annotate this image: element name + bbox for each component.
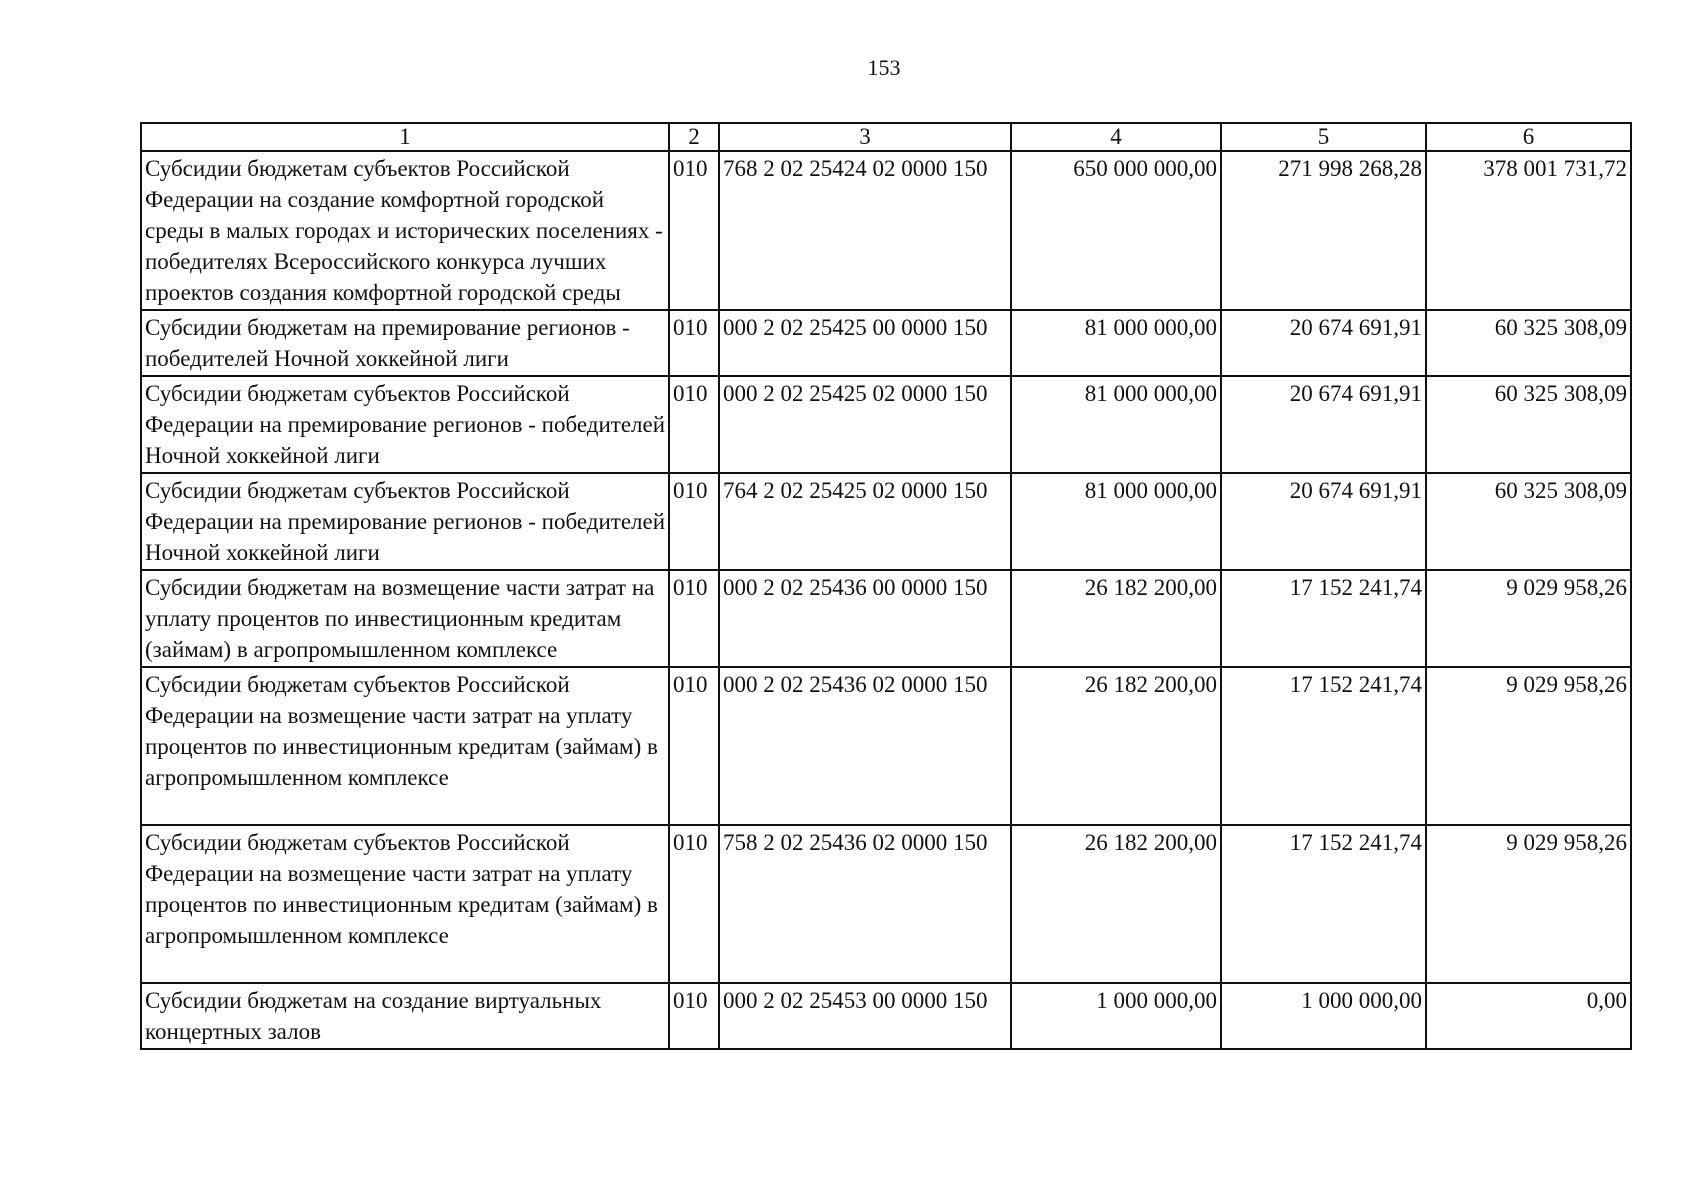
remaining-amount-cell: 9 029 958,26 bbox=[1426, 570, 1631, 667]
budget-code-cell: 000 2 02 25425 00 0000 150 bbox=[719, 310, 1011, 376]
approved-amount-cell: 81 000 000,00 bbox=[1011, 376, 1221, 473]
budget-code-cell: 000 2 02 25436 00 0000 150 bbox=[719, 570, 1011, 667]
remaining-amount-cell: 9 029 958,26 bbox=[1426, 667, 1631, 825]
page-number: 153 bbox=[867, 55, 901, 80]
remaining-amount-cell: 9 029 958,26 bbox=[1426, 825, 1631, 983]
remaining-amount-cell: 378 001 731,72 bbox=[1426, 151, 1631, 310]
remaining-amount-cell: 0,00 bbox=[1426, 983, 1631, 1049]
column-header: 3 bbox=[719, 123, 1011, 151]
executed-amount-cell: 17 152 241,74 bbox=[1221, 667, 1426, 825]
executed-amount-cell: 1 000 000,00 bbox=[1221, 983, 1426, 1049]
executed-amount-cell: 20 674 691,91 bbox=[1221, 473, 1426, 570]
table-header-row bbox=[141, 123, 1631, 151]
table-row bbox=[141, 983, 1631, 1049]
budget-code-cell: 758 2 02 25436 02 0000 150 bbox=[719, 825, 1011, 983]
approved-amount-cell: 26 182 200,00 bbox=[1011, 570, 1221, 667]
line-code-cell: 010 bbox=[669, 473, 719, 570]
approved-amount-cell: 26 182 200,00 bbox=[1011, 667, 1221, 825]
column-header: 5 bbox=[1221, 123, 1426, 151]
line-code-cell: 010 bbox=[669, 983, 719, 1049]
budget-code-cell: 000 2 02 25453 00 0000 150 bbox=[719, 983, 1011, 1049]
income-name-cell: Субсидии бюджетам субъектов Российской Федерации на возмещение части затрат на уплату процентов по инвестиционным кредитам (займам) в агропромышленном комплексе bbox=[141, 825, 669, 983]
remaining-amount-cell: 60 325 308,09 bbox=[1426, 473, 1631, 570]
approved-amount-cell: 1 000 000,00 bbox=[1011, 983, 1221, 1049]
executed-amount-cell: 17 152 241,74 bbox=[1221, 570, 1426, 667]
income-name-cell: Субсидии бюджетам субъектов Российской Федерации на премирование регионов - победителей Ночной хоккейной лиги bbox=[141, 376, 669, 473]
approved-amount-cell: 81 000 000,00 bbox=[1011, 310, 1221, 376]
line-code-cell: 010 bbox=[669, 667, 719, 825]
table-row bbox=[141, 310, 1631, 376]
remaining-amount-cell: 60 325 308,09 bbox=[1426, 310, 1631, 376]
column-header: 6 bbox=[1426, 123, 1631, 151]
table-row bbox=[141, 151, 1631, 310]
executed-amount-cell: 20 674 691,91 bbox=[1221, 310, 1426, 376]
approved-amount-cell: 650 000 000,00 bbox=[1011, 151, 1221, 310]
income-name-cell: Субсидии бюджетам на создание виртуальных концертных залов bbox=[141, 983, 669, 1049]
table-row bbox=[141, 667, 1631, 825]
budget-code-cell: 000 2 02 25436 02 0000 150 bbox=[719, 667, 1011, 825]
income-name-cell: Субсидии бюджетам на возмещение части затрат на уплату процентов по инвестиционным кредитам (займам) в агропромышленном комплексе bbox=[141, 570, 669, 667]
line-code-cell: 010 bbox=[669, 570, 719, 667]
budget-code-cell: 768 2 02 25424 02 0000 150 bbox=[719, 151, 1011, 310]
table-row bbox=[141, 570, 1631, 667]
table-row bbox=[141, 825, 1631, 983]
column-header: 2 bbox=[669, 123, 719, 151]
approved-amount-cell: 26 182 200,00 bbox=[1011, 825, 1221, 983]
budget-code-cell: 764 2 02 25425 02 0000 150 bbox=[719, 473, 1011, 570]
remaining-amount-cell: 60 325 308,09 bbox=[1426, 376, 1631, 473]
income-name-cell: Субсидии бюджетам субъектов Российской Федерации на создание комфортной городской среды в малых городах и исторических поселениях - победителях Всероссийского конкурса лучших проектов создания комфортной городской среды bbox=[141, 151, 669, 310]
table-row bbox=[141, 376, 1631, 473]
budget-code-cell: 000 2 02 25425 02 0000 150 bbox=[719, 376, 1011, 473]
line-code-cell: 010 bbox=[669, 376, 719, 473]
budget-table bbox=[140, 122, 1632, 1050]
approved-amount-cell: 81 000 000,00 bbox=[1011, 473, 1221, 570]
executed-amount-cell: 20 674 691,91 bbox=[1221, 376, 1426, 473]
income-name-cell: Субсидии бюджетам субъектов Российской Федерации на возмещение части затрат на уплату процентов по инвестиционным кредитам (займам) в агропромышленном комплексе bbox=[141, 667, 669, 825]
table-row bbox=[141, 473, 1631, 570]
income-name-cell: Субсидии бюджетам на премирование регионов - победителей Ночной хоккейной лиги bbox=[141, 310, 669, 376]
executed-amount-cell: 17 152 241,74 bbox=[1221, 825, 1426, 983]
line-code-cell: 010 bbox=[669, 825, 719, 983]
column-header: 1 bbox=[141, 123, 669, 151]
income-name-cell: Субсидии бюджетам субъектов Российской Федерации на премирование регионов - победителей Ночной хоккейной лиги bbox=[141, 473, 669, 570]
line-code-cell: 010 bbox=[669, 310, 719, 376]
executed-amount-cell: 271 998 268,28 bbox=[1221, 151, 1426, 310]
column-header: 4 bbox=[1011, 123, 1221, 151]
line-code-cell: 010 bbox=[669, 151, 719, 310]
